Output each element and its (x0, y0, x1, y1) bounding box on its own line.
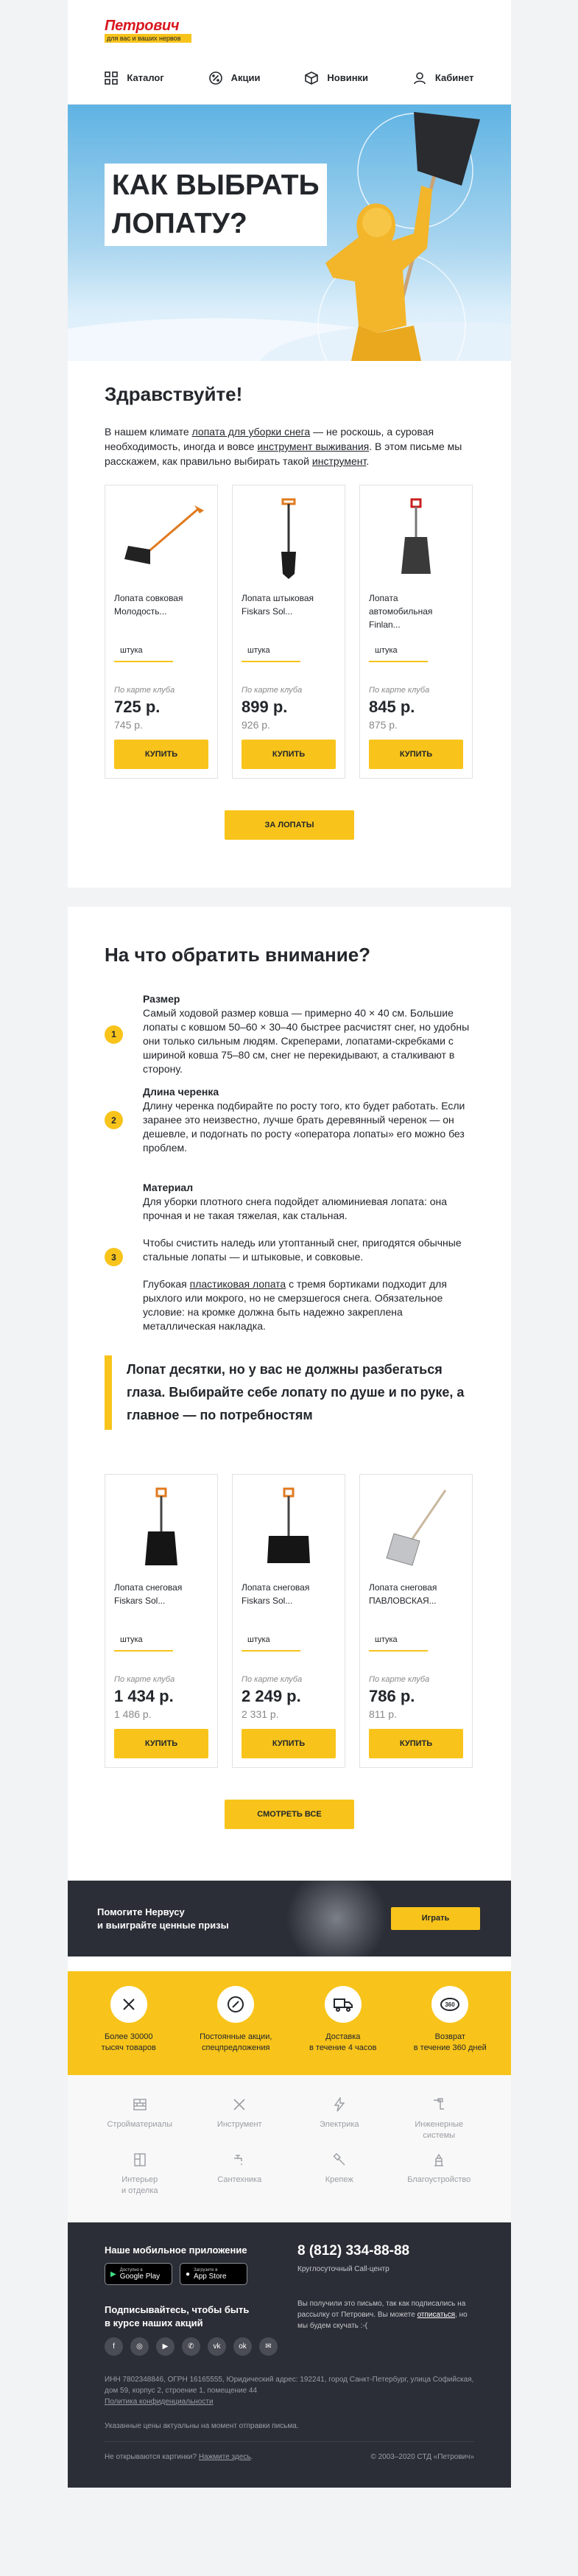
product-unit: штука (242, 1631, 300, 1652)
appstore-label: App Store (194, 2272, 227, 2281)
gplay-small: Доступно в (119, 2267, 143, 2273)
snow-shovel-icon (379, 1486, 453, 1570)
category-tools[interactable] (190, 2097, 290, 2152)
greeting-text-3: . В этом письме мы расскажем, как правильно выбирать такой (105, 441, 462, 467)
tip-text: Самый ходовой размер ковша — примерно 40 × 40 см. Большие лопаты с ковшом 50–60 × 30–40 быстрее расчистят снег, но удобны они только сильным людям. Скреперами, лопатами-скребками с шириной ковша 75–80 см, снег не перекидывают, а сталкивают в сторону. (143, 1007, 470, 1075)
nav-promotions-label: Акции (230, 72, 261, 83)
club-price-label: По карте клуба (114, 686, 175, 695)
product-unit: штука (114, 1631, 173, 1652)
apple-icon: ● (186, 2270, 191, 2278)
quote-block: Лопат десятки, но у вас не должны разбегаться глаза. Выбирайте себе лопату по душе и по руке, а главное — по потребностям (105, 1355, 474, 1430)
tip-material (105, 1181, 474, 1333)
club-price-label: По карте клуба (369, 1675, 430, 1684)
wrench-icon (232, 2097, 247, 2112)
phone-number[interactable]: 8 (812) 334-88-88 (297, 2243, 410, 2259)
tip-text-b: с тремя бортиками подходит для рыхлого или мокрого, но не смерзшегося снега. Обязательное условие: на кромке должна быть надежно закреплена металлическая накладка. (143, 1278, 447, 1332)
product-price: 725 р. (114, 698, 161, 716)
hero-title (105, 164, 327, 246)
see-all-button[interactable]: СМОТРЕТЬ ВСЕ (225, 1800, 354, 1829)
category-line1: Стройматериалы (107, 2120, 173, 2129)
tip-number: 3 (105, 1248, 123, 1266)
tip-number: 2 (105, 1111, 123, 1129)
box-icon (305, 71, 318, 85)
snow-shovel-icon (263, 1486, 314, 1570)
odnoklassniki-icon[interactable]: ok (233, 2337, 252, 2356)
benefit-item (188, 1986, 283, 2075)
faucet-icon (232, 2152, 247, 2167)
category-interior[interactable] (90, 2152, 190, 2208)
google-play-icon: ▶ (110, 2270, 116, 2278)
product-old-price: 811 р. (369, 1708, 397, 1720)
nav-catalog-label: Каталог (127, 72, 164, 83)
buy-button[interactable]: КУПИТЬ (369, 1729, 463, 1758)
appstore-small: Загрузите в (194, 2267, 218, 2273)
product-unit: штука (369, 1631, 428, 1652)
gplay-label: Google Play (119, 2272, 161, 2281)
product-price: 786 р. (369, 1687, 415, 1705)
buy-button[interactable]: КУПИТЬ (242, 1729, 336, 1758)
tip-text (143, 1277, 474, 1333)
shovels-button[interactable]: ЗА ЛОПАТЫ (225, 810, 354, 840)
benefit-line2: в течение 360 дней (413, 2043, 487, 2052)
category-building-materials[interactable] (90, 2097, 190, 2152)
products-row-1 (105, 485, 474, 779)
footer-bottom (105, 2453, 474, 2461)
top-nav (68, 52, 511, 105)
category-landscaping[interactable] (390, 2152, 490, 2208)
images-end: . (250, 2453, 253, 2461)
hero-title-line1: КАК ВЫБРАТЬ (112, 169, 320, 201)
tool-link[interactable]: инструмент (311, 455, 367, 467)
social-links (105, 2337, 474, 2356)
app-title: Наше мобильное приложение (105, 2245, 247, 2256)
prices-note: Указанные цены актуальны на момент отправки письма. (105, 2422, 299, 2430)
benefit-line1: Постоянные акции, (200, 2032, 272, 2041)
header (68, 0, 511, 52)
images-question: Не открываются картинки? (105, 2453, 199, 2461)
nav-promotions[interactable] (209, 71, 261, 85)
tip-title: Размер (143, 993, 180, 1005)
promo-line1: Помогите Нервусу (97, 1906, 185, 1917)
category-fasteners[interactable] (289, 2152, 390, 2208)
club-price-label: По карте клуба (114, 1675, 175, 1684)
category-line1: Сантехника (217, 2175, 262, 2184)
images-link[interactable]: Нажмите здесь (198, 2453, 251, 2461)
pipe-icon (431, 2097, 446, 2112)
spade-shovel-icon (267, 496, 311, 581)
product-image[interactable] (114, 1484, 208, 1572)
instagram-icon[interactable]: ◎ (130, 2337, 149, 2356)
product-card[interactable] (359, 1474, 473, 1768)
benefit-item (295, 1986, 391, 2075)
discount-icon (227, 1996, 244, 2013)
footer-contacts (297, 2243, 474, 2331)
buy-button[interactable]: КУПИТЬ (369, 740, 463, 769)
product-old-price: 926 р. (242, 719, 270, 731)
product-unit: штука (114, 642, 173, 662)
product-old-price: 875 р. (369, 719, 398, 731)
garden-icon (431, 2152, 446, 2167)
categories-grid (68, 2075, 511, 2222)
product-old-price: 745 р. (114, 719, 143, 731)
return-360-icon (440, 1996, 460, 2013)
google-play-button[interactable] (105, 2263, 172, 2285)
bricks-icon (133, 2097, 147, 2112)
play-button[interactable]: Играть (391, 1907, 480, 1930)
product-image[interactable] (369, 494, 463, 583)
tip-text: Чтобы счистить наледь или утоптанный снег, пригодятся обычные стальные лопаты — и штыковые, и совковые. (143, 1237, 462, 1263)
hero-banner[interactable] (68, 105, 511, 361)
vk-icon[interactable]: vk (208, 2337, 226, 2356)
privacy-link[interactable]: Политика конфиденциальности (105, 2398, 214, 2406)
category-line1: Благоустройство (407, 2175, 471, 2184)
product-image[interactable] (242, 494, 336, 583)
plastic-shovel-link[interactable]: пластиковая лопата (189, 1278, 286, 1290)
section-divider (68, 888, 511, 907)
product-card[interactable] (232, 485, 345, 779)
facebook-icon[interactable]: f (105, 2337, 123, 2356)
snow-shovel-icon (139, 1486, 183, 1570)
category-line2: и отделка (121, 2186, 158, 2195)
truck-icon (334, 1996, 353, 2012)
logo-tagline: для вас и ваших нервов (105, 34, 191, 43)
greeting-text-4: . (366, 455, 370, 467)
product-unit: штука (369, 642, 428, 662)
product-old-price: 2 331 р. (242, 1708, 279, 1720)
lightning-icon (332, 2097, 347, 2112)
viber-icon[interactable]: ✆ (182, 2337, 200, 2356)
interior-icon (133, 2152, 147, 2167)
category-line1: Интерьер (121, 2175, 158, 2184)
category-line1: Крепеж (325, 2175, 353, 2184)
product-name[interactable]: Лопата совковая Молодость... (114, 593, 183, 617)
product-image[interactable] (369, 1484, 463, 1572)
svg-text:360: 360 (445, 2001, 455, 2008)
greeting-title: Здравствуйте! (105, 383, 243, 405)
callcenter-label: Круглосуточный Call-центр (297, 2265, 390, 2273)
percent-icon (209, 71, 222, 85)
benefit-line2: тысяч товаров (101, 2043, 156, 2052)
unsubscribe-link[interactable]: отписаться (417, 2311, 456, 2319)
bolt-icon (332, 2152, 347, 2167)
benefit-line1: Доставка (325, 2032, 361, 2041)
snow-shovel-link[interactable]: лопата для уборки снега (191, 426, 311, 438)
benefit-item (402, 1986, 498, 2075)
buy-button[interactable]: КУПИТЬ (114, 740, 208, 769)
product-name[interactable]: Лопата снеговая ПАВЛОВСКАЯ... (369, 1582, 437, 1606)
copyright: © 2003–2020 СТД «Петрович» (370, 2453, 474, 2461)
footer (68, 2222, 511, 2488)
whatsapp-icon[interactable]: ✉ (259, 2337, 278, 2356)
advice-section (68, 907, 511, 1881)
advice-title: На что обратить внимание? (105, 944, 371, 966)
benefit-line2: спецпредложения (202, 2043, 270, 2052)
hero-title-line2: ЛОПАТУ? (112, 208, 247, 239)
nav-new[interactable] (305, 71, 368, 85)
car-shovel-icon (394, 496, 438, 581)
category-line2: системы (423, 2131, 456, 2140)
club-price-label: По карте клуба (369, 686, 430, 695)
notice-b: , но мы будем скучать :-( (297, 2311, 468, 2330)
tip-text: Для уборки плотного снега подойдет алюминиевая лопата: она прочная и не такая тяжелая, как стальная. (143, 1196, 448, 1221)
survival-tool-link[interactable]: инструмент выживания (257, 441, 370, 452)
club-price-label: По карте клуба (242, 1675, 303, 1684)
product-price: 2 249 р. (242, 1687, 301, 1705)
logo-word: Петрович (105, 18, 180, 34)
products-row-2 (105, 1474, 474, 1768)
user-icon (413, 71, 426, 85)
product-unit: штука (242, 642, 300, 662)
tip-number: 1 (105, 1025, 123, 1044)
youtube-icon[interactable]: ▶ (156, 2337, 175, 2356)
buy-button[interactable]: КУПИТЬ (114, 1729, 208, 1758)
nav-catalog[interactable] (105, 71, 163, 85)
product-image[interactable] (242, 1484, 336, 1572)
product-image[interactable] (114, 494, 208, 583)
logo[interactable] (105, 18, 191, 43)
category-electrics[interactable] (289, 2097, 390, 2152)
greeting-text-2: — не роскошь, а суровая необходимость, иногда и вовсе (105, 426, 434, 452)
product-name[interactable]: Лопата штыковая Fiskars Sol... (242, 593, 314, 617)
product-price: 845 р. (369, 698, 415, 716)
greeting-section (68, 361, 511, 888)
product-price: 1 434 р. (114, 1687, 174, 1705)
product-card[interactable] (105, 485, 218, 779)
tip-title: Материал (143, 1182, 194, 1193)
category-line1: Электрика (320, 2120, 359, 2129)
category-plumbing[interactable] (190, 2152, 290, 2208)
product-name[interactable]: Лопата автомобильная Finlan... (369, 593, 433, 630)
category-line1: Инженерные (415, 2120, 464, 2129)
category-engineering[interactable] (390, 2097, 490, 2152)
shovel-scoop-icon (117, 502, 205, 575)
greeting-text-1: В нашем климате (105, 426, 192, 438)
product-price: 899 р. (242, 698, 288, 716)
email-body (68, 0, 511, 2488)
subscribe-line2: в курсе наших акций (105, 2317, 203, 2328)
game-promo-banner[interactable] (68, 1881, 511, 1956)
benefit-line1: Более 30000 (105, 2032, 153, 2041)
benefit-line2: в течение 4 часов (309, 2043, 377, 2052)
category-line1: Инструмент (216, 2120, 262, 2129)
product-name[interactable]: Лопата снеговая Fiskars Sol... (242, 1582, 310, 1606)
legal-info: ИНН 7802348846, ОГРН 16165555, Юридический адрес: 192241, город Санкт-Петербург, улица Софийская, дом 59, корпус 2, строение 1, помещение 44 (105, 2376, 474, 2395)
notice-a: Вы получили это письмо, так как подписались на рассылку от Петрович. Вы можете (297, 2300, 466, 2319)
tip-title: Длина черенка (143, 1086, 219, 1098)
buy-button[interactable]: КУПИТЬ (242, 740, 336, 769)
grid-icon (105, 71, 118, 85)
unsubscribe-notice (297, 2298, 474, 2331)
subscribe-line1: Подписывайтесь, чтобы быть (105, 2304, 250, 2315)
greeting-text (105, 424, 474, 468)
app-store-button[interactable] (180, 2263, 247, 2285)
tip-text: Длину черенка подбирайте по росту того, кто будет работать. Если заранее это неизвестно, лучше брать деревянный черенок — он дешевле, и подогнать по росту «оператора лопаты» его можно без проблем. (143, 1100, 465, 1154)
tip-text-a: Глубокая (143, 1278, 190, 1290)
benefit-item (81, 1986, 177, 2075)
tip-handle (105, 1085, 474, 1155)
promo-line2: и выиграйте ценные призы (97, 1919, 229, 1931)
product-card[interactable] (232, 1474, 345, 1768)
tip-size (105, 992, 474, 1076)
nervus-illustration (281, 1881, 392, 1956)
product-old-price: 1 486 р. (114, 1708, 152, 1720)
product-card[interactable] (359, 485, 473, 779)
product-card[interactable] (105, 1474, 218, 1768)
club-price-label: По карте клуба (242, 686, 303, 695)
product-name[interactable]: Лопата снеговая Fiskars Sol... (114, 1582, 183, 1606)
benefits-strip (68, 1971, 511, 2075)
nav-new-label: Новинки (327, 72, 369, 83)
benefit-line1: Возврат (434, 2032, 465, 2041)
promo-text (97, 1906, 229, 1932)
nav-account[interactable] (413, 71, 474, 85)
nav-account-label: Кабинет (434, 72, 474, 83)
tools-icon (120, 1996, 138, 2013)
